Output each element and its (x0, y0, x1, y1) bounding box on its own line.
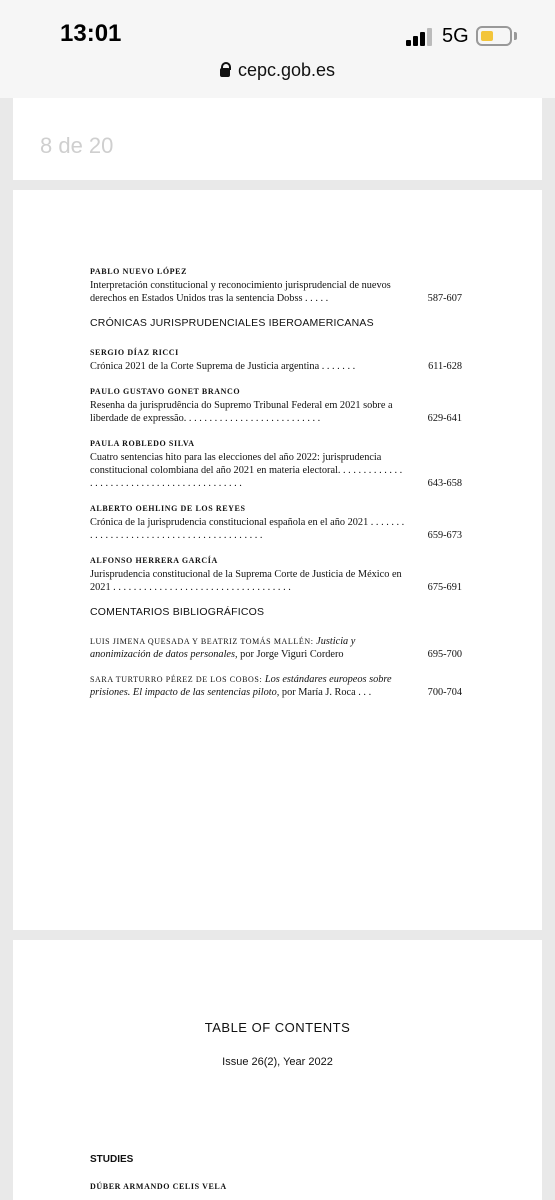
issue-line: Issue 26(2), Year 2022 (222, 1056, 333, 1068)
network-type: 5G (442, 25, 469, 47)
status-bar (0, 0, 555, 98)
entry-pages: 695-700 (427, 649, 462, 660)
entry-author: PABLO NUEVO LÓPEZ (90, 267, 188, 276)
entry-pages: 629-641 (427, 413, 462, 424)
entry-pages: 659-673 (427, 530, 462, 541)
address-bar[interactable] (0, 60, 555, 81)
entry-author: PAULA ROBLEDO SILVA (90, 439, 195, 448)
table-of-contents (90, 265, 462, 711)
review-title: Los estándares europeos sobre prisiones. El impacto de las sentencias piloto, (90, 674, 392, 698)
entry-author: ALBERTO OEHLING DE LOS REYES (90, 504, 246, 513)
entry-pages: 700-704 (427, 687, 462, 698)
toc-entry (90, 502, 462, 542)
entry-pages: 611-628 (428, 361, 462, 372)
entry-title: Interpretación constitucional y reconocimiento jurisprudencial de nuevos derechos en Estados Unidos tras la sentencia Dobss . . . . . (90, 280, 391, 304)
review-author: LUIS JIMENA QUESADA Y BEATRIZ TOMÁS MALLÉN: (90, 637, 314, 646)
entry-title: Cuatro sentencias hito para las elecciones del año 2022: jurisprudencia constitucional colombiana del año 2021 en materia electoral. . . . . . . . . . . . . . . . . . . . . . . . . . . . . . . . . . . . . . . . . . . (90, 452, 403, 489)
entry-pages: 587-607 (427, 293, 462, 304)
toc-entry (90, 554, 462, 594)
entry-title: Crónica de la jurisprudencia constitucional española en el año 2021 . . . . . . . . . . . . . . . . . . . . . . . . . . . . . . . . . . . . . . . . . (90, 517, 405, 541)
clock: 13:01 (60, 20, 122, 47)
toc-entry (90, 437, 462, 490)
entry-title: Jurisprudencia constitucional de la Suprema Corte de Justicia de México en 2021 . . . . . . . . . . . . . . . . . . . . . . . . . . . . . . . . . . . (90, 569, 402, 593)
battery-icon (476, 26, 512, 46)
url-text: cepc.gob.es (237, 60, 336, 80)
review-entry (90, 635, 462, 661)
review-author: SARA TURTURRO PÉREZ DE LOS COBOS: (90, 675, 263, 684)
entry-author: PAULO GUSTAVO GONET BRANCO (90, 387, 241, 396)
review-by: por María J. Roca . . . (281, 687, 372, 698)
toc-entry (90, 385, 462, 425)
section-heading: COMENTARIOS BIBLIOGRÁFICOS (90, 606, 265, 618)
entry-author: DÚBER ARMANDO CELIS VELA (90, 1182, 227, 1191)
entry-author: SERGIO DÍAZ RICCI (90, 348, 179, 357)
page-counter: 8 de 20 (40, 133, 114, 158)
battery-tip (514, 32, 517, 40)
entry-author: ALFONSO HERRERA GARCÍA (90, 556, 218, 565)
entry-pages: 643-658 (427, 478, 462, 489)
signal-icon (406, 28, 434, 46)
section-heading: CRÓNICAS JURISPRUDENCIALES IBEROAMERICANAS (90, 317, 374, 329)
entry-pages: 675-691 (427, 582, 462, 593)
entry-title: Crónica 2021 de la Corte Suprema de Justicia argentina . . . . . . . (90, 361, 356, 372)
review-entry (90, 673, 462, 699)
toc-entry (90, 265, 462, 305)
review-title: Justicia y anonimización de datos personales, (90, 636, 356, 660)
section-heading: STUDIES (90, 1154, 134, 1165)
toc-entry (90, 346, 462, 373)
page-title: TABLE OF CONTENTS (204, 1020, 351, 1035)
lock-icon (220, 68, 230, 77)
entry-title: Resenha da jurisprudência do Supremo Tribunal Federal em 2021 sobre a liberdade de expressão. . . . . . . . . . . . . . . . . . . . . . . . . . . (90, 400, 393, 424)
review-by: por Jorge Viguri Cordero (240, 649, 344, 660)
